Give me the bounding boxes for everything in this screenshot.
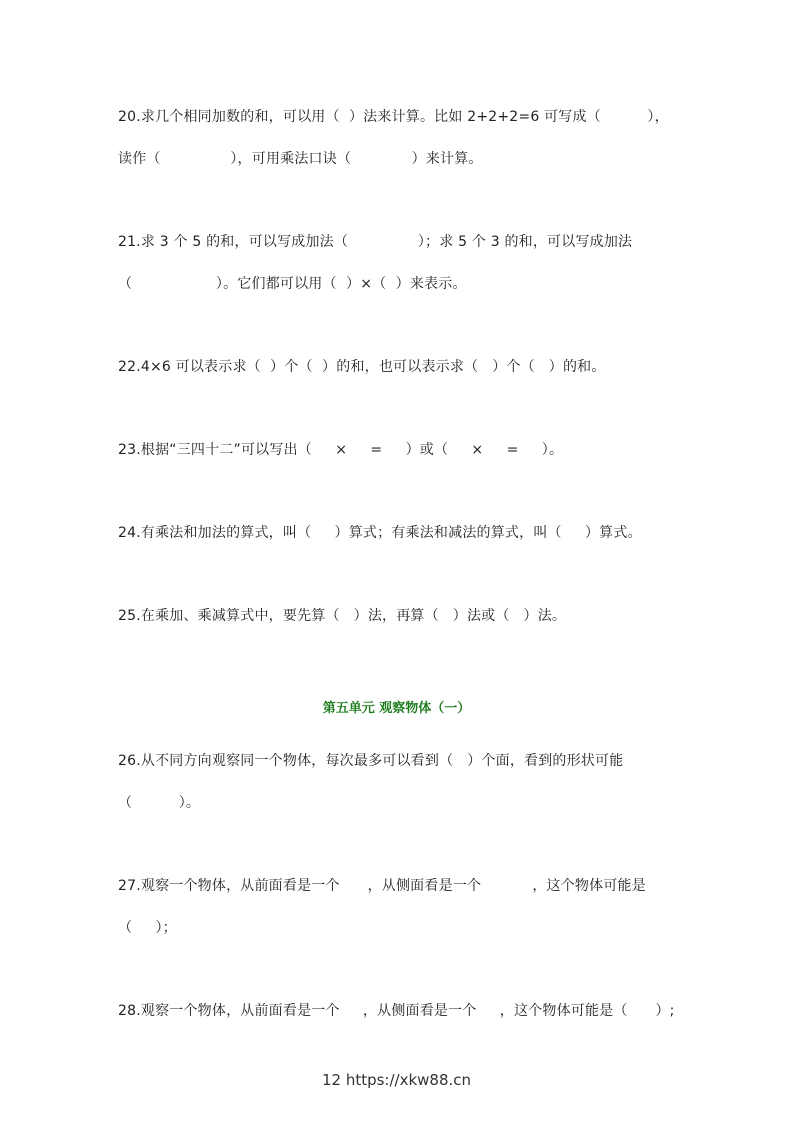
- question-25-line-1: 25.在乘加、乘减算式中，要先算（ ）法，再算（ ）法或（ ）法。: [118, 608, 567, 624]
- question-21-line-1: 21.求 3 个 5 的和，可以写成加法（ ）；求 5 个 3 的和，可以写成加法: [118, 234, 633, 250]
- question-21-line-2: （ ）。它们都可以用（ ）×（ ）来表示。: [118, 276, 467, 292]
- question-20-line-2: 读作（ ），可用乘法口诀（ ）来计算。: [118, 151, 483, 167]
- question-23-line-1: 23.根据“三四十二”可以写出（ × = ）或（ × = ）。: [118, 442, 564, 458]
- page-footer: 12 https://xkw88.cn: [321, 1071, 472, 1089]
- question-24-line-1: 24.有乘法和加法的算式，叫（ ）算式；有乘法和减法的算式，叫（ ）算式。: [118, 525, 642, 541]
- question-27-line-1: 27.观察一个物体，从前面看是一个 ，从侧面看是一个 ，这个物体可能是: [118, 878, 646, 894]
- question-26-line-2: （ ）。: [118, 795, 201, 811]
- question-27-line-2: （ ）；: [118, 920, 177, 936]
- question-26-line-1: 26.从不同方向观察同一个物体，每次最多可以看到（ ）个面，看到的形状可能: [118, 753, 624, 769]
- section-title: 第五单元 观察物体（一）: [322, 701, 471, 716]
- question-28-line-1: 28.观察一个物体，从前面看是一个 ，从侧面看是一个 ，这个物体可能是（ ）;: [118, 1003, 675, 1019]
- question-22-line-1: 22.4×6 可以表示求（ ）个（ ）的和，也可以表示求（ ）个（ ）的和。: [118, 359, 606, 375]
- question-20-line-1: 20.求几个相同加数的和，可以用（ ）法来计算。比如 2+2+2=6 可写成（ ），: [118, 109, 669, 125]
